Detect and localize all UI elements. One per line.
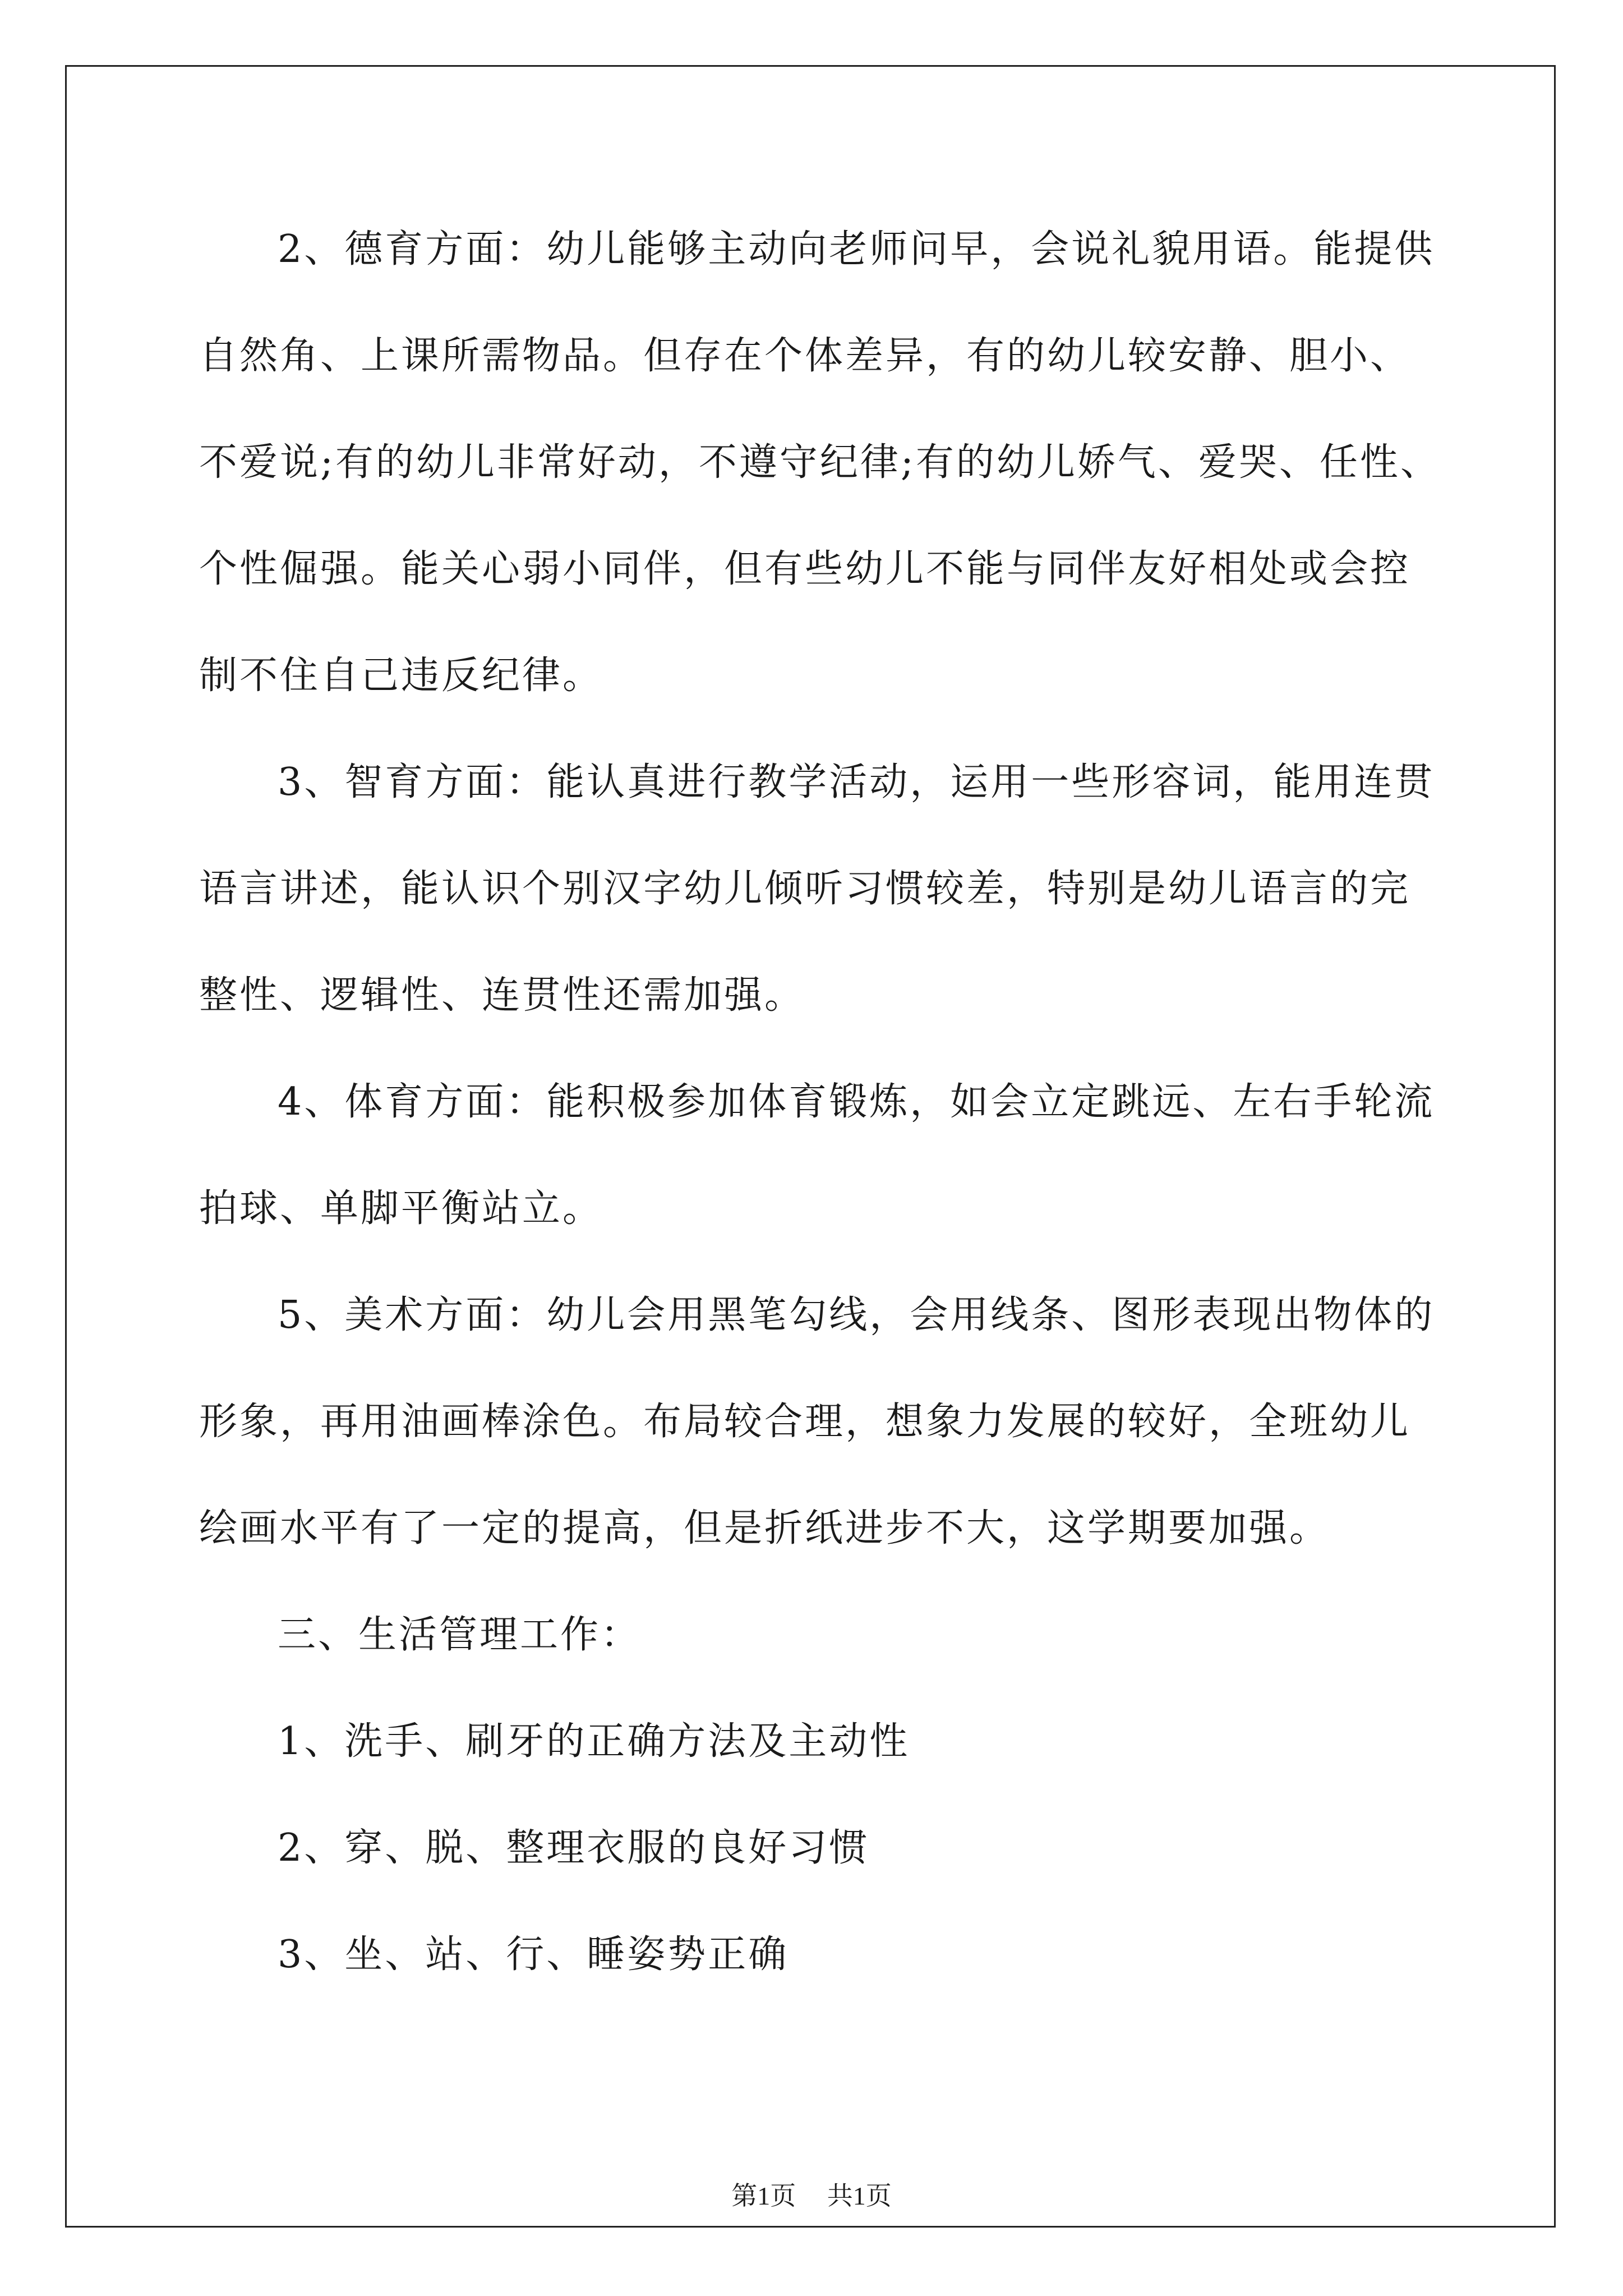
paragraph-moral-line-4: 个性倔强。能关心弱小同伴，但有些幼儿不能与同伴友好相处或会控 <box>199 547 1411 591</box>
paragraph-moral-line-3: 不爱说;有的幼儿非常好动，不遵守纪律;有的幼儿娇气、爱哭、任性、 <box>199 440 1441 485</box>
paragraph-intellect-line-2: 语言讲述，能认识个别汉字幼儿倾听习惯较差，特别是幼儿语言的完 <box>199 867 1411 911</box>
paragraph-moral-line-2: 自然角、上课所需物品。但存在个体差异，有的幼儿较安静、胆小、 <box>199 334 1411 378</box>
paragraph-intellect-line-1: 3、智育方面：能认真进行教学活动，运用一些形容词，能用连贯 <box>278 760 1435 804</box>
list-item-handwashing: 1、洗手、刷牙的正确方法及主动性 <box>278 1719 910 1764</box>
paragraph-art-line-2: 形象，再用油画棒涂色。布局较合理，想象力发展的较好，全班幼儿 <box>199 1400 1411 1444</box>
paragraph-moral-line-5: 制不住自己违反纪律。 <box>199 654 603 698</box>
paragraph-art-line-3: 绘画水平有了一定的提高，但是折纸进步不大，这学期要加强。 <box>199 1506 1330 1550</box>
paragraph-moral-line-1: 2、德育方面：幼儿能够主动向老师问早，会说礼貌用语。能提供 <box>278 227 1435 272</box>
page-total: 共1页 <box>827 2182 892 2210</box>
section-heading-life-management: 三、生活管理工作： <box>278 1613 642 1657</box>
list-item-dressing: 2、穿、脱、整理衣服的良好习惯 <box>278 1826 870 1870</box>
page-border <box>65 65 1556 2228</box>
paragraph-intellect-line-3: 整性、逻辑性、连贯性还需加强。 <box>199 973 805 1018</box>
paragraph-sports-line-2: 拍球、单脚平衡站立。 <box>199 1186 603 1231</box>
paragraph-art-line-1: 5、美术方面：幼儿会用黑笔勾线，会用线条、图形表现出物体的 <box>278 1293 1435 1337</box>
paragraph-sports-line-1: 4、体育方面：能积极参加体育锻炼，如会立定跳远、左右手轮流 <box>278 1080 1435 1124</box>
page-footer <box>0 2179 1623 2213</box>
page-number: 第1页 <box>731 2182 796 2210</box>
list-item-posture: 3、坐、站、行、睡姿势正确 <box>278 1932 789 1977</box>
